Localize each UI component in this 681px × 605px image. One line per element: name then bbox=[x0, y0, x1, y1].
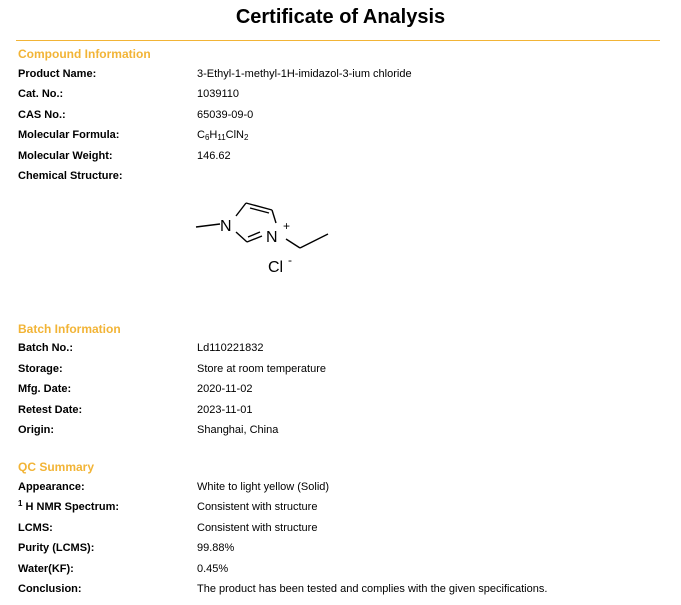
row-conclusion bbox=[18, 583, 658, 597]
value-retest-date: 2023-11-01 bbox=[197, 404, 253, 416]
value-appearance: White to light yellow (Solid) bbox=[197, 481, 330, 493]
row-batch-no bbox=[18, 342, 658, 356]
row-molecular-formula bbox=[18, 129, 658, 143]
label-chemical-structure: Chemical Structure: bbox=[18, 170, 123, 182]
value-origin: Shanghai, China bbox=[197, 424, 279, 436]
row-molecular-weight bbox=[18, 150, 658, 164]
label-molecular-formula: Molecular Formula: bbox=[18, 129, 120, 141]
value-molecular-formula: $C_6H_{11}ClN_2$ bbox=[197, 129, 249, 142]
label-product-name: Product Name: bbox=[18, 68, 97, 80]
row-mfg-date bbox=[18, 383, 658, 397]
page-title: Certificate of Analysis bbox=[235, 6, 446, 28]
row-nmr-spectrum bbox=[18, 501, 658, 515]
row-water bbox=[18, 563, 658, 577]
label-cat-no: Cat. No.: bbox=[18, 88, 64, 100]
row-cat-no bbox=[18, 88, 658, 102]
label-lcms: LCMS: bbox=[18, 522, 53, 534]
section-heading-compound: Compound Information bbox=[18, 47, 151, 61]
label-mfg-date: Mfg. Date: bbox=[18, 383, 72, 395]
label-nmr-spectrum: $^1$ H NMR Spectrum: bbox=[18, 499, 120, 513]
row-origin bbox=[18, 424, 658, 438]
row-retest-date bbox=[18, 404, 658, 418]
row-appearance bbox=[18, 481, 658, 495]
value-water: 0.45% bbox=[197, 563, 229, 575]
label-cas-no: CAS No.: bbox=[18, 109, 66, 121]
value-storage: Store at room temperature bbox=[197, 363, 327, 375]
label-batch-no: Batch No.: bbox=[18, 342, 73, 354]
label-retest-date: Retest Date: bbox=[18, 404, 83, 416]
row-chemical-structure bbox=[18, 170, 658, 184]
value-purity: 99.88% bbox=[197, 542, 235, 554]
label-water: Water(KF): bbox=[18, 563, 74, 575]
row-lcms bbox=[18, 522, 658, 536]
value-molecular-weight: 146.62 bbox=[197, 150, 231, 162]
section-heading-batch: Batch Information bbox=[18, 322, 121, 336]
value-cas-no: 65039-09-0 bbox=[197, 109, 254, 121]
value-batch-no: Ld110221832 bbox=[197, 342, 264, 354]
section-heading-qc: QC Summary bbox=[18, 460, 95, 474]
row-product-name bbox=[18, 68, 658, 82]
label-appearance: Appearance: bbox=[18, 481, 85, 493]
row-cas-no bbox=[18, 109, 658, 123]
label-molecular-weight: Molecular Weight: bbox=[18, 150, 113, 162]
row-purity bbox=[18, 542, 658, 556]
positive-charge: + bbox=[283, 219, 291, 233]
atom-n3: N bbox=[266, 229, 278, 246]
negative-charge: - bbox=[288, 253, 292, 267]
row-storage bbox=[18, 363, 658, 377]
value-product-name: 3-Ethyl-1-methyl-1H-imidazol-3-ium chloride bbox=[197, 68, 412, 80]
label-storage: Storage: bbox=[18, 363, 63, 375]
label-purity: Purity (LCMS): bbox=[18, 542, 95, 554]
label-origin: Origin: bbox=[18, 424, 55, 436]
value-conclusion: The product has been tested and complies with the given specifications. bbox=[197, 583, 548, 595]
value-lcms: Consistent with structure bbox=[197, 522, 318, 534]
chemical-structure-diagram bbox=[190, 186, 340, 286]
label-conclusion: Conclusion: bbox=[18, 583, 82, 595]
value-nmr-spectrum: Consistent with structure bbox=[197, 501, 318, 513]
title-divider bbox=[16, 40, 660, 41]
atom-n1: N bbox=[220, 218, 232, 235]
value-mfg-date: 2020-11-02 bbox=[197, 383, 253, 395]
value-cat-no: 1039110 bbox=[197, 88, 240, 100]
atom-cl: Cl bbox=[268, 259, 284, 276]
